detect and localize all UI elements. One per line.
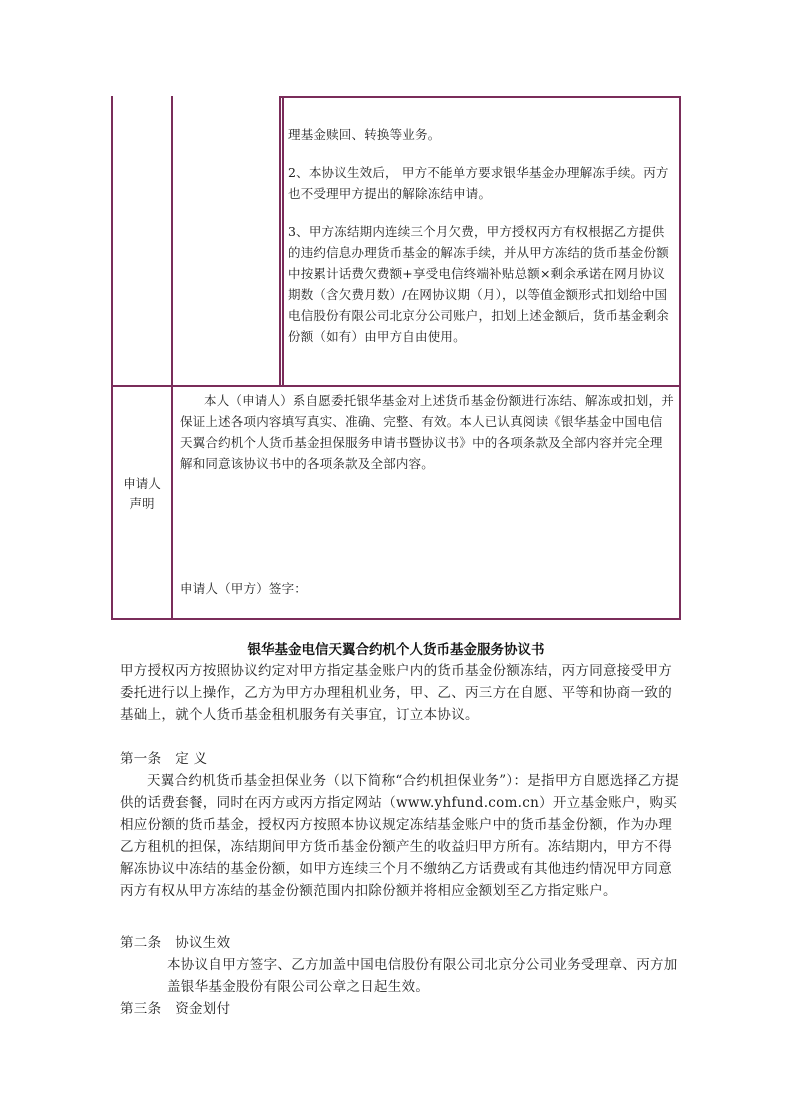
table-border-col2	[171, 96, 173, 620]
table-border-top	[279, 96, 681, 98]
declaration-text: 本人（申请人）系自愿委托银华基金对上述货币基金份额进行冻结、解冻或扣划，并保证上述各项内容填写真实、准确、完整、有效。本人已认真阅读《银华基金中国电信天翼合约机个人货币基金担保服务申请书暨协议书》中的各项条款及全部内容并完全理解和同意该协议书中的各项条款及全部内容。	[180, 393, 674, 471]
table-border-left	[111, 96, 113, 620]
article-2	[120, 932, 680, 1020]
declaration-cell	[180, 390, 675, 474]
terms-paragraph-3: 3、甲方冻结期内连续三个月欠费，甲方授权丙方有权根据乙方提供的违约信息办理货币基金的解冻手续，并从甲方冻结的货币基金份额中按累计话费欠费额+享受电信终端补贴总额×剩余承诺在网月协议期数（含欠费月数）/在网协议期（月），以等值金额形式扣划给中国电信股份有限公司北京分公司账户，扣划上述金额后，货币基金剩余份额（如有）由甲方自由使用。	[288, 224, 670, 344]
terms-paragraph-1: 理基金赎回、转换等业务。	[288, 127, 441, 142]
article-2-body: 本协议自甲方签字、乙方加盖中国电信股份有限公司北京分公司业务受理章、丙方加盖银华基金股份有限公司公章之日起生效。	[167, 957, 678, 995]
article-1	[120, 748, 680, 902]
applicant-declaration-label	[113, 474, 171, 514]
terms-paragraph-2: 2、本协议生效后， 甲方不能单方要求银华基金办理解冻手续。丙方也不受理甲方提出的解除冻结申请。	[288, 165, 669, 201]
table-border-bottom	[111, 618, 681, 620]
agreement-intro	[120, 660, 680, 726]
article-3-heading: 第三条 资金划付	[120, 1001, 231, 1017]
table-border-col3-inner	[282, 96, 284, 386]
intro-paragraph: 甲方授权丙方按照协议约定对甲方指定基金账户内的货币基金份额冻结，丙方同意接受甲方委托进行以上操作，乙方为甲方办理租机业务，甲、乙、丙三方在自愿、平等和协商一致的基础上，就个人货币基金租机服务有关事宜，订立本协议。	[120, 663, 672, 723]
terms-cell	[288, 124, 670, 347]
table-border-col3	[279, 96, 281, 386]
signature-line: 申请人（甲方）签字：	[180, 581, 308, 596]
agreement-title: 银华基金电信天翼合约机个人货币基金服务协议书	[247, 642, 545, 658]
table-row-divider	[111, 385, 681, 387]
article-1-heading: 第一条 定 义	[120, 751, 208, 767]
table-border-right	[679, 96, 681, 620]
article-2-heading: 第二条 协议生效	[120, 935, 231, 951]
label-line-2: 声明	[129, 496, 155, 511]
article-1-body: 天翼合约机货币基金担保业务（以下简称“合约机担保业务”）：是指甲方自愿选择乙方提供的话费套餐，同时在丙方或丙方指定网站（www.yhfund.com.cn）开立基金账户，购买相应份额的货币基金，授权丙方按照本协议规定冻结基金账户中的货币基金份额，作为办理乙方租机的担保，冻结期间甲方货币基金份额产生的收益归甲方所有。冻结期内，甲方不得解冻协议中冻结的基金份额，如甲方连续三个月不缴纳乙方话费或有其他违约情况甲方同意丙方有权从甲方冻结的基金份额范围内扣除份额并将相应金额划至乙方指定账户。	[120, 773, 680, 899]
label-line-1: 申请人	[123, 476, 161, 491]
